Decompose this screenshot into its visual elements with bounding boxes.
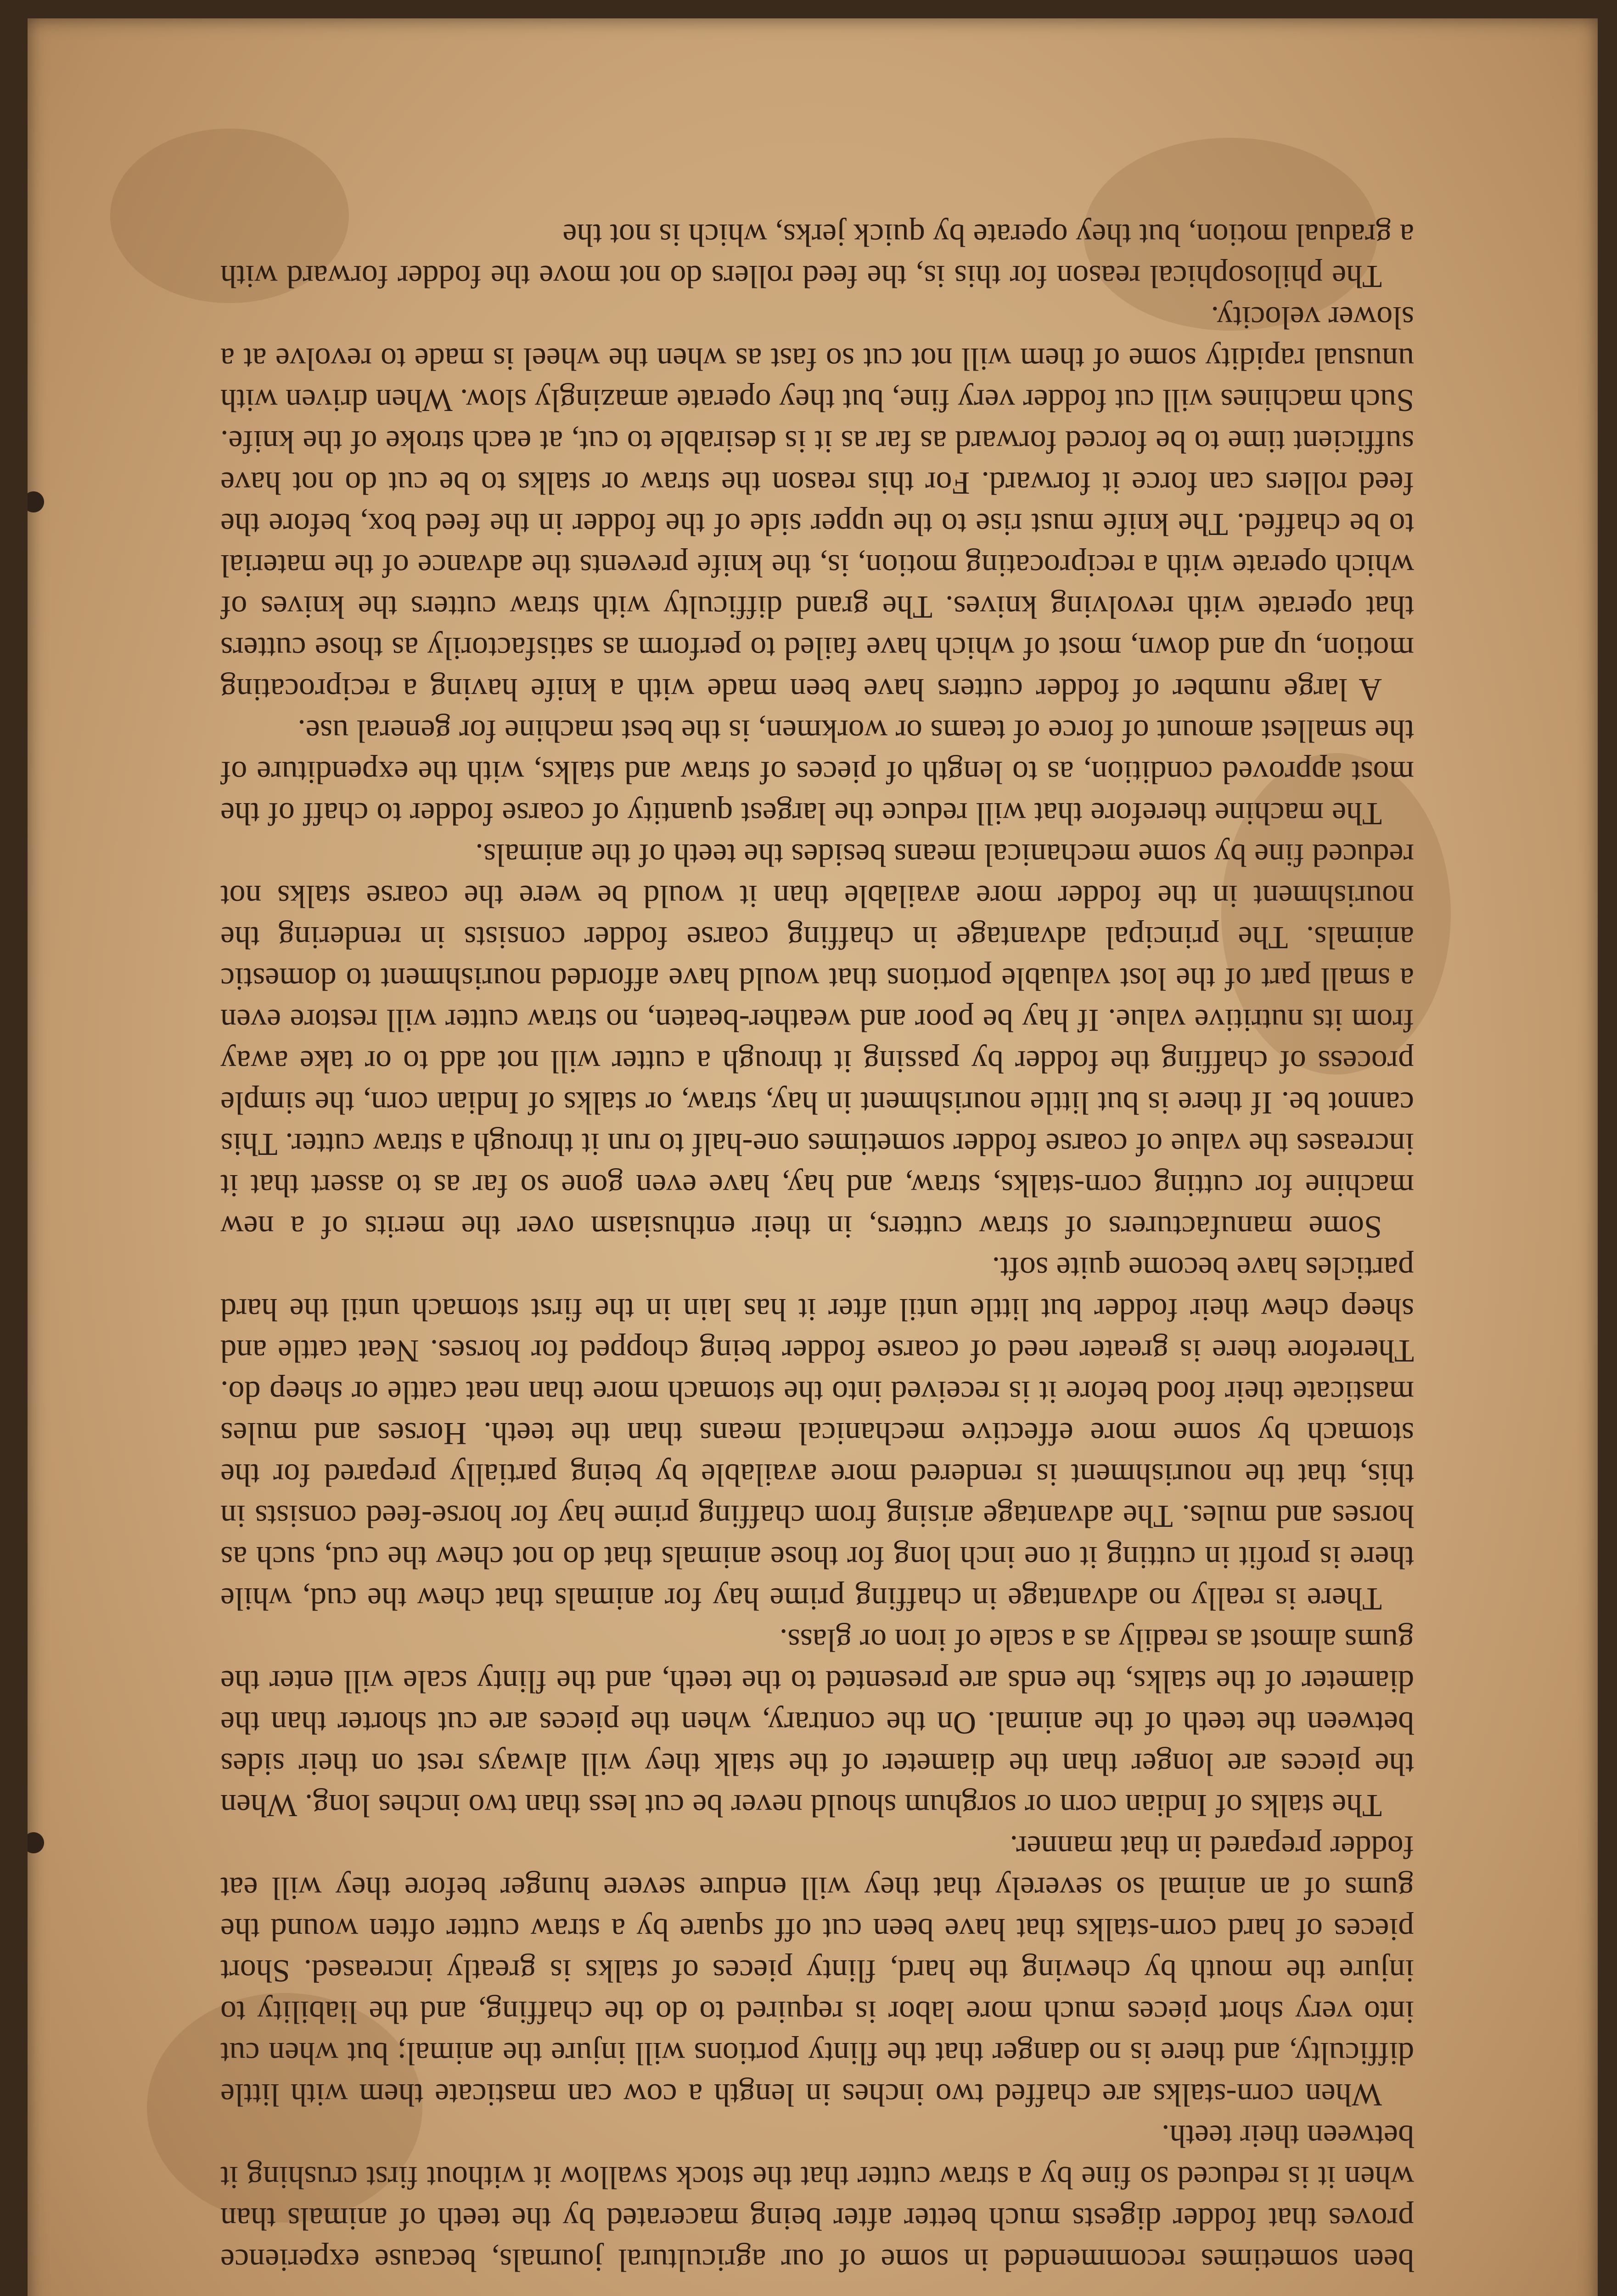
binding-hole: [28, 1832, 44, 1853]
paragraph: The philosophical reason for this is, the feed rollers do not move the fodder forward with a gradual motion, but they operate by quick jerks, which is not the: [220, 217, 1414, 294]
paragraph: The machine therefore that will reduce the largest quantity of coarse fodder to chaff of the most approved condition, as to length of pieces of straw and stalks, with the expenditure of the smallest amount of force of teams or workmen, is the best machine for general use.: [220, 713, 1414, 831]
body-text: [220, 214, 1414, 2280]
rotated-page-content: [220, 193, 1414, 2296]
paragraph: There is really no advantage in chaffing prime hay for animals that chew the cud, while there is profit in cutting it one inch long for those animals that do not chew the cud, such as horses and mules. The advantage arising from chaffing prime hay for horse-feed consists in this, that the nourishment is rendered more available by being partially prepared for the stomach by some more effective mechanical means than the teeth. Horses and mules masticate their food before it is received into the stomach more than neat cattle or sheep do. Therefore there is greater need of coarse fodder being chopped for horses. Neat cattle and sheep chew their fodder but little until after it has lain in the first stomach until the hard particles have become quite soft.: [220, 1250, 1414, 1616]
binding-hole: [28, 491, 44, 512]
paragraph: A large number of fodder cutters have been made with a knife having a reciprocating motion, up and down, most of which have failed to perform as satisfactorily as those cutters that operate with revolving knives. The grand difficulty with straw cutters the knives of which operate with a reciprocating motion, is, the knife prevents the advance of the material to be chaffed. The knife must rise to the upper side of the fodder in the feed box, before the feed rollers can force it forward. For this reason the straw or stalks to be cut do not have sufficient time to be forced forward as far as it is desirable to cut, at each stroke of the knife. Such machines will cut fodder very fine, but they operate amazingly slow. When driven with unusual rapidity some of them will not cut so fast as when the wheel is made to revolve at a slower velocity.: [220, 300, 1414, 707]
page-sheet: [28, 18, 1598, 2296]
paragraph: The stalks of Indian corn or sorghum should never be cut less than two inches long. When the pieces are longer than the diameter of the stalk they will always rest on their sides between the teeth of the animal. On the contrary, when the pieces are cut shorter than the diameter of the stalks, the ends are presented to the teeth, and the flinty scale will enter the gums almost as readily as a scale of iron or glass.: [220, 1622, 1414, 1823]
paragraph: When corn-stalks are chaffed two inches in length a cow can masticate them with little difficulty, and there is no danger that the flinty portions will injure the animal; but when cut into very short pieces much more labor is required to do the chaffing, and the liability to injure the mouth by chewing the hard, flinty pieces of stalks is greatly increased. Short pieces of hard corn-stalks that have been cut off square by a straw cutter often wound the gums of an animal so severely that they will endure severe hunger before they will eat fodder prepared in that manner.: [220, 1829, 1414, 2112]
paragraph: been sometimes recommended in some of our agricultural journals, because experience proves that fodder digests much better after being macerated by the teeth of animals than when it is reduced so fine by a straw cutter that the stock swallow it without first crushing it between their teeth.: [220, 2118, 1414, 2278]
paragraph: Some manufacturers of straw cutters, in their enthusiasm over the merits of a new machine for cutting corn-stalks, straw, and hay, have even gone so far as to assert that it increases the value of coarse fodder sometimes one-half to run it through a straw cutter. This cannot be. If there is but little nourishment in hay, straw, or stalks of Indian corn, the simple process of chaffing the fodder by passing it through a cutter will not add to or take away from its nutritive value. If hay be poor and weather-beaten, no straw cutter will restore even a small part of the lost valuable portions that would have afforded nourishment to domestic animals. The principal advantage in chaffing coarse fodder consists in rendering the nourishment in the fodder more available than it would be were the coarse stalks not reduced fine by some mechanical means besides the teeth of the animals.: [220, 837, 1414, 1244]
